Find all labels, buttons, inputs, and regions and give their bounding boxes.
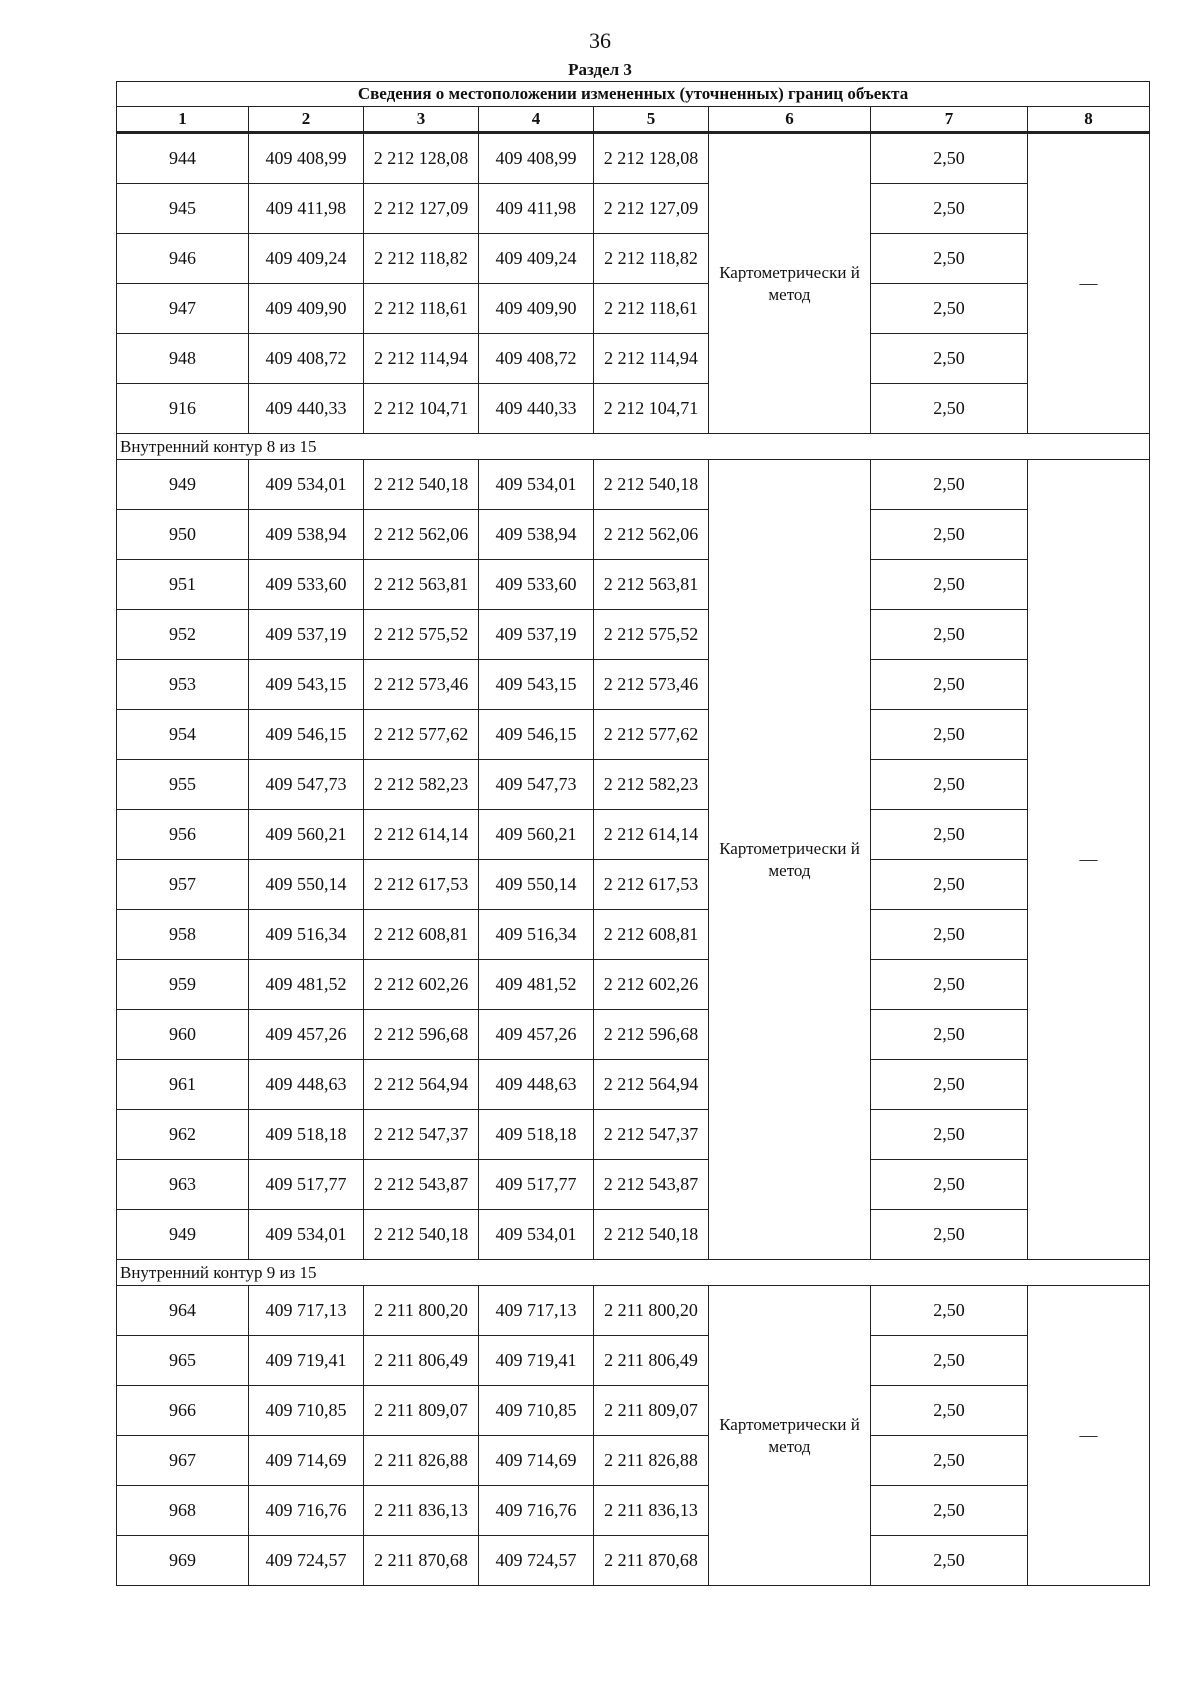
point-number: 966 (117, 1386, 249, 1436)
y-existing: 2 212 118,61 (364, 284, 479, 334)
accuracy-value: 2,50 (871, 610, 1028, 660)
x-new: 409 547,73 (479, 760, 594, 810)
accuracy-value: 2,50 (871, 1110, 1028, 1160)
accuracy-value: 2,50 (871, 960, 1028, 1010)
y-existing: 2 212 608,81 (364, 910, 479, 960)
point-number: 948 (117, 334, 249, 384)
x-existing: 409 537,19 (249, 610, 364, 660)
point-number: 962 (117, 1110, 249, 1160)
y-new: 2 211 809,07 (594, 1386, 709, 1436)
point-number: 952 (117, 610, 249, 660)
table-row (117, 234, 1150, 284)
y-new: 2 212 547,37 (594, 1110, 709, 1160)
column-number: 6 (709, 107, 871, 133)
point-number: 949 (117, 1210, 249, 1260)
x-new: 409 481,52 (479, 960, 594, 1010)
x-new: 409 409,24 (479, 234, 594, 284)
table-row (117, 284, 1150, 334)
y-existing: 2 211 826,88 (364, 1436, 479, 1486)
table-row (117, 184, 1150, 234)
table-row (117, 660, 1150, 710)
page-number: 36 (589, 28, 611, 53)
x-existing: 409 534,01 (249, 1210, 364, 1260)
y-existing: 2 212 582,23 (364, 760, 479, 810)
x-existing: 409 724,57 (249, 1536, 364, 1586)
table-row (117, 810, 1150, 860)
table-row (117, 1110, 1150, 1160)
accuracy-value: 2,50 (871, 560, 1028, 610)
x-new: 409 408,99 (479, 133, 594, 184)
point-number: 947 (117, 284, 249, 334)
y-new: 2 212 617,53 (594, 860, 709, 910)
point-number: 954 (117, 710, 249, 760)
section-title: Раздел 3 (568, 60, 632, 79)
x-new: 409 517,77 (479, 1160, 594, 1210)
y-existing: 2 211 870,68 (364, 1536, 479, 1586)
y-new: 2 212 562,06 (594, 510, 709, 560)
method-cell: Картометрически й метод (709, 133, 871, 434)
accuracy-value: 2,50 (871, 1010, 1028, 1060)
y-new: 2 212 563,81 (594, 560, 709, 610)
table-row (117, 460, 1150, 510)
table-row (117, 1336, 1150, 1386)
accuracy-value: 2,50 (871, 860, 1028, 910)
x-existing: 409 560,21 (249, 810, 364, 860)
accuracy-value: 2,50 (871, 660, 1028, 710)
table-row (117, 1486, 1150, 1536)
y-new: 2 212 614,14 (594, 810, 709, 860)
point-number: 968 (117, 1486, 249, 1536)
table-row (117, 1286, 1150, 1336)
accuracy-value: 2,50 (871, 810, 1028, 860)
y-existing: 2 212 596,68 (364, 1010, 479, 1060)
y-existing: 2 212 562,06 (364, 510, 479, 560)
point-number: 916 (117, 384, 249, 434)
y-new: 2 212 128,08 (594, 133, 709, 184)
y-existing: 2 212 540,18 (364, 1210, 479, 1260)
table-caption: Сведения о местоположении измененных (уточненных) границ объекта (117, 82, 1150, 107)
point-number: 957 (117, 860, 249, 910)
x-existing: 409 538,94 (249, 510, 364, 560)
contour-label: Внутренний контур 8 из 15 (117, 434, 1150, 460)
accuracy-value: 2,50 (871, 334, 1028, 384)
y-new: 2 212 582,23 (594, 760, 709, 810)
y-existing: 2 212 118,82 (364, 234, 479, 284)
y-existing: 2 212 128,08 (364, 133, 479, 184)
accuracy-value: 2,50 (871, 910, 1028, 960)
x-existing: 409 717,13 (249, 1286, 364, 1336)
point-number: 961 (117, 1060, 249, 1110)
point-number: 946 (117, 234, 249, 284)
x-new: 409 538,94 (479, 510, 594, 560)
point-number: 965 (117, 1336, 249, 1386)
column-number: 2 (249, 107, 364, 133)
table-row (117, 1536, 1150, 1586)
y-new: 2 212 540,18 (594, 1210, 709, 1260)
x-existing: 409 481,52 (249, 960, 364, 1010)
table-row (117, 1060, 1150, 1110)
y-existing: 2 211 800,20 (364, 1286, 479, 1336)
y-new: 2 211 806,49 (594, 1336, 709, 1386)
y-new: 2 211 836,13 (594, 1486, 709, 1536)
y-new: 2 212 118,82 (594, 234, 709, 284)
accuracy-value: 2,50 (871, 1486, 1028, 1536)
point-number: 964 (117, 1286, 249, 1336)
point-number: 949 (117, 460, 249, 510)
accuracy-value: 2,50 (871, 184, 1028, 234)
contour-label-row (117, 1260, 1150, 1286)
y-new: 2 211 826,88 (594, 1436, 709, 1486)
x-new: 409 518,18 (479, 1110, 594, 1160)
x-existing: 409 710,85 (249, 1386, 364, 1436)
y-new: 2 212 608,81 (594, 910, 709, 960)
table-row (117, 760, 1150, 810)
x-existing: 409 408,72 (249, 334, 364, 384)
boundary-coordinates-table (116, 81, 1150, 1586)
column-number: 7 (871, 107, 1028, 133)
accuracy-value: 2,50 (871, 1060, 1028, 1110)
x-new: 409 710,85 (479, 1386, 594, 1436)
x-new: 409 717,13 (479, 1286, 594, 1336)
column-number: 3 (364, 107, 479, 133)
y-new: 2 212 577,62 (594, 710, 709, 760)
accuracy-value: 2,50 (871, 510, 1028, 560)
x-new: 409 457,26 (479, 1010, 594, 1060)
point-number: 951 (117, 560, 249, 610)
x-new: 409 534,01 (479, 460, 594, 510)
x-new: 409 716,76 (479, 1486, 594, 1536)
accuracy-value: 2,50 (871, 760, 1028, 810)
x-new: 409 411,98 (479, 184, 594, 234)
table-row (117, 910, 1150, 960)
x-existing: 409 716,76 (249, 1486, 364, 1536)
x-existing: 409 546,15 (249, 710, 364, 760)
y-new: 2 212 114,94 (594, 334, 709, 384)
y-existing: 2 212 563,81 (364, 560, 479, 610)
x-new: 409 550,14 (479, 860, 594, 910)
column-number: 4 (479, 107, 594, 133)
accuracy-value: 2,50 (871, 133, 1028, 184)
y-new: 2 212 127,09 (594, 184, 709, 234)
x-new: 409 409,90 (479, 284, 594, 334)
x-existing: 409 547,73 (249, 760, 364, 810)
y-new: 2 212 564,94 (594, 1060, 709, 1110)
point-number: 945 (117, 184, 249, 234)
accuracy-value: 2,50 (871, 1286, 1028, 1336)
point-number: 956 (117, 810, 249, 860)
y-existing: 2 212 614,14 (364, 810, 479, 860)
y-new: 2 211 800,20 (594, 1286, 709, 1336)
table-row (117, 510, 1150, 560)
y-new: 2 212 573,46 (594, 660, 709, 710)
accuracy-value: 2,50 (871, 1336, 1028, 1386)
accuracy-value: 2,50 (871, 1436, 1028, 1486)
y-new: 2 211 870,68 (594, 1536, 709, 1586)
x-existing: 409 719,41 (249, 1336, 364, 1386)
contour-label-row (117, 434, 1150, 460)
x-new: 409 448,63 (479, 1060, 594, 1110)
y-existing: 2 212 602,26 (364, 960, 479, 1010)
table-row (117, 960, 1150, 1010)
x-existing: 409 714,69 (249, 1436, 364, 1486)
table-row (117, 1160, 1150, 1210)
x-new: 409 714,69 (479, 1436, 594, 1486)
y-existing: 2 212 114,94 (364, 334, 479, 384)
x-new: 409 560,21 (479, 810, 594, 860)
x-existing: 409 440,33 (249, 384, 364, 434)
x-new: 409 408,72 (479, 334, 594, 384)
x-existing: 409 518,18 (249, 1110, 364, 1160)
accuracy-value: 2,50 (871, 1386, 1028, 1436)
y-existing: 2 211 836,13 (364, 1486, 479, 1536)
table-row (117, 560, 1150, 610)
column-8-dash: — (1028, 133, 1150, 434)
x-existing: 409 533,60 (249, 560, 364, 610)
point-number: 959 (117, 960, 249, 1010)
y-existing: 2 212 540,18 (364, 460, 479, 510)
table-row (117, 133, 1150, 184)
table-row (117, 610, 1150, 660)
y-existing: 2 212 564,94 (364, 1060, 479, 1110)
point-number: 958 (117, 910, 249, 960)
x-existing: 409 448,63 (249, 1060, 364, 1110)
accuracy-value: 2,50 (871, 284, 1028, 334)
column-number: 8 (1028, 107, 1150, 133)
y-new: 2 212 575,52 (594, 610, 709, 660)
point-number: 967 (117, 1436, 249, 1486)
x-new: 409 719,41 (479, 1336, 594, 1386)
x-new: 409 516,34 (479, 910, 594, 960)
x-existing: 409 543,15 (249, 660, 364, 710)
column-8-dash: — (1028, 460, 1150, 1260)
x-new: 409 543,15 (479, 660, 594, 710)
x-new: 409 537,19 (479, 610, 594, 660)
x-existing: 409 411,98 (249, 184, 364, 234)
y-existing: 2 212 573,46 (364, 660, 479, 710)
y-new: 2 212 596,68 (594, 1010, 709, 1060)
y-existing: 2 211 809,07 (364, 1386, 479, 1436)
point-number: 953 (117, 660, 249, 710)
y-existing: 2 212 617,53 (364, 860, 479, 910)
accuracy-value: 2,50 (871, 710, 1028, 760)
x-new: 409 440,33 (479, 384, 594, 434)
table-row (117, 1436, 1150, 1486)
y-existing: 2 212 547,37 (364, 1110, 479, 1160)
column-number: 1 (117, 107, 249, 133)
x-existing: 409 550,14 (249, 860, 364, 910)
accuracy-value: 2,50 (871, 1160, 1028, 1210)
x-existing: 409 516,34 (249, 910, 364, 960)
y-existing: 2 212 575,52 (364, 610, 479, 660)
method-cell: Картометрически й метод (709, 1286, 871, 1586)
point-number: 950 (117, 510, 249, 560)
y-new: 2 212 118,61 (594, 284, 709, 334)
y-new: 2 212 602,26 (594, 960, 709, 1010)
x-existing: 409 457,26 (249, 1010, 364, 1060)
accuracy-value: 2,50 (871, 1210, 1028, 1260)
y-existing: 2 212 104,71 (364, 384, 479, 434)
y-existing: 2 212 577,62 (364, 710, 479, 760)
y-new: 2 212 543,87 (594, 1160, 709, 1210)
x-existing: 409 517,77 (249, 1160, 364, 1210)
y-new: 2 212 104,71 (594, 384, 709, 434)
method-cell: Картометрически й метод (709, 460, 871, 1260)
table-row (117, 860, 1150, 910)
x-new: 409 724,57 (479, 1536, 594, 1586)
point-number: 969 (117, 1536, 249, 1586)
contour-label: Внутренний контур 9 из 15 (117, 1260, 1150, 1286)
point-number: 955 (117, 760, 249, 810)
accuracy-value: 2,50 (871, 1536, 1028, 1586)
column-number: 5 (594, 107, 709, 133)
column-8-dash: — (1028, 1286, 1150, 1586)
x-existing: 409 409,90 (249, 284, 364, 334)
table-row (117, 384, 1150, 434)
point-number: 944 (117, 133, 249, 184)
accuracy-value: 2,50 (871, 460, 1028, 510)
table-body (117, 133, 1150, 1586)
x-existing: 409 409,24 (249, 234, 364, 284)
y-existing: 2 212 543,87 (364, 1160, 479, 1210)
table-row (117, 334, 1150, 384)
table-row (117, 1210, 1150, 1260)
x-new: 409 533,60 (479, 560, 594, 610)
x-existing: 409 408,99 (249, 133, 364, 184)
y-new: 2 212 540,18 (594, 460, 709, 510)
point-number: 963 (117, 1160, 249, 1210)
x-new: 409 534,01 (479, 1210, 594, 1260)
accuracy-value: 2,50 (871, 234, 1028, 284)
point-number: 960 (117, 1010, 249, 1060)
table-row (117, 1386, 1150, 1436)
accuracy-value: 2,50 (871, 384, 1028, 434)
table-row (117, 1010, 1150, 1060)
x-existing: 409 534,01 (249, 460, 364, 510)
x-new: 409 546,15 (479, 710, 594, 760)
y-existing: 2 212 127,09 (364, 184, 479, 234)
y-existing: 2 211 806,49 (364, 1336, 479, 1386)
table-row (117, 710, 1150, 760)
